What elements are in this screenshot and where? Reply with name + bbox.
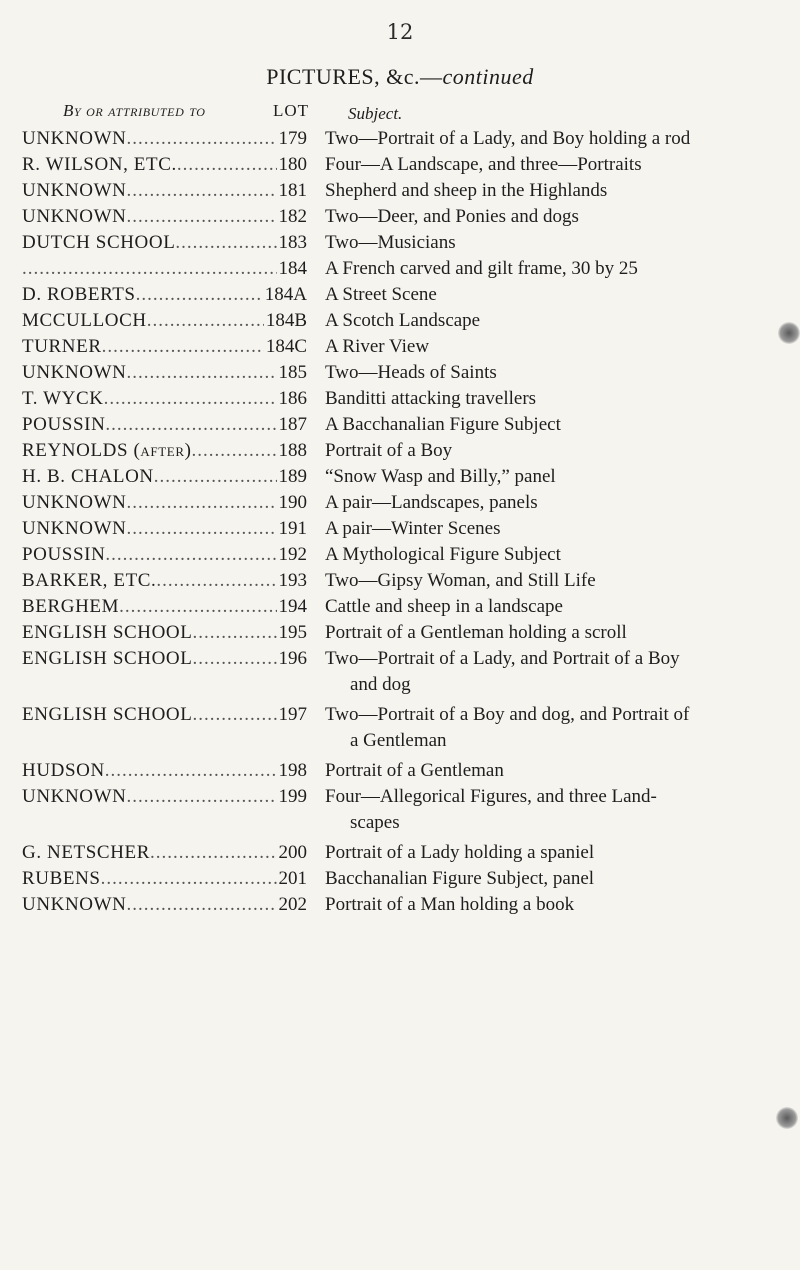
ink-spot-2	[776, 1107, 798, 1129]
artist-name: R. WILSON, ETC.	[22, 154, 177, 175]
subject-text-continued: a Gentleman	[350, 730, 447, 751]
lot-subject	[307, 178, 792, 204]
lot-row	[22, 438, 792, 464]
lot-number: 199	[278, 786, 307, 807]
heading-continued: continued	[442, 64, 534, 89]
leader-dots	[126, 178, 276, 204]
leader-dots	[192, 702, 276, 728]
lot-subject	[307, 784, 792, 836]
leader-dots	[101, 866, 277, 892]
lot-number: 187	[278, 414, 307, 435]
artist-name: UNKNOWN	[22, 492, 127, 513]
lot-row-left	[22, 386, 307, 412]
artist-name: UNKNOWN	[22, 180, 127, 201]
lot-row-left	[22, 360, 307, 386]
leader-dots	[105, 542, 276, 568]
subject-text: A pair—Landscapes, panels	[325, 492, 538, 513]
lot-row	[22, 308, 792, 334]
subject-text: A River View	[325, 336, 430, 357]
lot-row	[22, 412, 792, 438]
lot-number: 188	[278, 440, 307, 461]
lot-row	[22, 892, 792, 918]
lot-subject	[307, 386, 792, 412]
artist-name: UNKNOWN	[22, 894, 127, 915]
artist-name: T. WYCK	[22, 388, 104, 409]
lot-row-left	[22, 282, 307, 308]
page-number: 12	[386, 20, 414, 44]
lot-number: 190	[278, 492, 307, 513]
leader-dots	[126, 490, 276, 516]
lot-subject	[307, 464, 792, 490]
subject-text: A Bacchanalian Figure Subject	[325, 414, 561, 435]
artist-name: REYNOLDS (after)	[22, 440, 192, 461]
artist-name: BERGHEM	[22, 596, 120, 617]
lot-row	[22, 334, 792, 360]
leader-dots	[105, 758, 277, 784]
lot-row-left	[22, 594, 307, 620]
lot-row	[22, 568, 792, 594]
artist-name: RUBENS	[22, 868, 101, 889]
lot-row	[22, 152, 792, 178]
subject-text: Portrait of a Man holding a book	[325, 894, 575, 915]
lot-number: 182	[278, 206, 307, 227]
lot-subject	[307, 334, 792, 360]
lot-row	[22, 646, 792, 698]
lot-number: 183	[278, 232, 307, 253]
lot-number: 202	[278, 894, 307, 915]
leader-dots	[192, 620, 276, 646]
artist-name: D. ROBERTS	[22, 284, 136, 305]
lot-subject	[307, 204, 792, 230]
lot-subject	[307, 360, 792, 386]
lot-number: 194	[278, 596, 307, 617]
lot-row-left	[22, 840, 307, 866]
lot-row-left	[22, 892, 307, 918]
leader-dots	[126, 892, 276, 918]
subject-text: A French carved and gilt frame, 30 by 25	[325, 258, 638, 279]
subject-text: Two—Portrait of a Lady, and Boy holding a rod	[325, 128, 691, 149]
column-header-artist: By or attributed to	[63, 101, 206, 120]
lot-subject	[307, 516, 792, 542]
lot-row-left	[22, 542, 307, 568]
leader-dots	[22, 256, 277, 282]
artist-name: UNKNOWN	[22, 206, 127, 227]
lot-subject	[307, 412, 792, 438]
lot-number: 193	[278, 570, 307, 591]
lot-row	[22, 702, 792, 754]
artist-name: G. NETSCHER	[22, 842, 150, 863]
lot-row-left	[22, 204, 307, 230]
leader-dots	[104, 386, 277, 412]
lot-subject	[307, 702, 792, 754]
lot-number: 197	[278, 704, 307, 725]
subject-text: A Mythological Figure Subject	[325, 544, 561, 565]
lot-row	[22, 758, 792, 784]
subject-text-continued: scapes	[350, 812, 400, 833]
artist-name: BARKER, ETC.	[22, 570, 157, 591]
subject-text: Two—Portrait of a Lady, and Portrait of a Boy	[325, 648, 680, 669]
lot-row	[22, 256, 792, 282]
subject-text: A pair—Winter Scenes	[325, 518, 501, 539]
subject-text: Four—A Landscape, and three—Portraits	[325, 154, 642, 175]
lot-number: 186	[278, 388, 307, 409]
lot-row-left	[22, 702, 307, 728]
subject-text-continued: and dog	[350, 674, 411, 695]
leader-dots	[150, 840, 277, 866]
lot-number: 191	[278, 518, 307, 539]
artist-name: UNKNOWN	[22, 786, 127, 807]
subject-text: Two—Portrait of a Boy and dog, and Portrait of	[325, 704, 690, 725]
lot-row	[22, 840, 792, 866]
lot-subject	[307, 866, 792, 892]
lot-subject	[307, 892, 792, 918]
lot-row	[22, 360, 792, 386]
lot-row-left	[22, 620, 307, 646]
artist-name: HUDSON	[22, 760, 105, 781]
artist-name: ENGLISH SCHOOL	[22, 622, 193, 643]
lot-row-left	[22, 490, 307, 516]
lot-row	[22, 204, 792, 230]
lot-subject	[307, 646, 792, 698]
lot-number: 198	[278, 760, 307, 781]
subject-text: Banditti attacking travellers	[325, 388, 537, 409]
subject-text: Two—Gipsy Woman, and Still Life	[325, 570, 596, 591]
lot-row-left	[22, 784, 307, 810]
subject-text: Four—Allegorical Figures, and three Land-	[325, 786, 657, 807]
lot-row-left	[22, 256, 307, 282]
lot-number: 192	[278, 544, 307, 565]
artist-name: MCCULLOCH	[22, 310, 147, 331]
subject-text: Portrait of a Gentleman	[325, 760, 504, 781]
subject-text: Bacchanalian Figure Subject, panel	[325, 868, 595, 889]
leader-dots	[126, 126, 276, 152]
lot-row-left	[22, 230, 307, 256]
lot-row	[22, 784, 792, 836]
lot-row	[22, 594, 792, 620]
subject-text: Shepherd and sheep in the Highlands	[325, 180, 608, 201]
lot-number: 184B	[265, 310, 307, 331]
lot-subject	[307, 230, 792, 256]
subject-text: A Street Scene	[325, 284, 437, 305]
lot-subject	[307, 256, 792, 282]
subject-text: Portrait of a Lady holding a spaniel	[325, 842, 595, 863]
leader-dots	[102, 334, 264, 360]
artist-name: H. B. CHALON	[22, 466, 154, 487]
lot-subject	[307, 490, 792, 516]
leader-dots	[154, 464, 277, 490]
subject-text: A Scotch Landscape	[325, 310, 481, 331]
lot-number: 184A	[264, 284, 307, 305]
lot-row-left	[22, 516, 307, 542]
lot-row-left	[22, 568, 307, 594]
artist-name: UNKNOWN	[22, 518, 127, 539]
lot-row-left	[22, 646, 307, 672]
lot-subject	[307, 152, 792, 178]
lot-number: 180	[278, 154, 307, 175]
subject-text: Two—Deer, and Ponies and dogs	[325, 206, 579, 227]
subject-text: Cattle and sheep in a landscape	[325, 596, 563, 617]
lot-row-left	[22, 178, 307, 204]
artist-name: DUTCH SCHOOL	[22, 232, 176, 253]
lot-row-left	[22, 866, 307, 892]
lot-subject	[307, 126, 792, 152]
leader-dots	[119, 594, 276, 620]
page-heading	[0, 64, 800, 90]
lot-row	[22, 178, 792, 204]
lot-row-left	[22, 152, 307, 178]
leader-dots	[175, 230, 276, 256]
artist-name: POUSSIN	[22, 544, 106, 565]
lot-number: 179	[278, 128, 307, 149]
lot-list	[22, 126, 792, 918]
lot-subject	[307, 308, 792, 334]
lot-subject	[307, 594, 792, 620]
lot-row	[22, 542, 792, 568]
leader-dots	[126, 204, 276, 230]
lot-subject	[307, 542, 792, 568]
lot-number: 181	[278, 180, 307, 201]
leader-dots	[105, 412, 276, 438]
lot-number: 185	[278, 362, 307, 383]
lot-row-left	[22, 126, 307, 152]
artist-name: ENGLISH SCHOOL	[22, 648, 193, 669]
leader-dots	[147, 308, 264, 334]
artist-name: UNKNOWN	[22, 128, 127, 149]
lot-subject	[307, 568, 792, 594]
artist-name: POUSSIN	[22, 414, 106, 435]
lot-number: 189	[278, 466, 307, 487]
lot-row	[22, 282, 792, 308]
lot-number: 184C	[265, 336, 307, 357]
leader-dots	[192, 646, 276, 672]
lot-subject	[307, 282, 792, 308]
lot-subject	[307, 620, 792, 646]
heading-main: PICTURES, &c.—	[266, 64, 443, 89]
subject-text: Two—Musicians	[325, 232, 456, 253]
subject-text: Two—Heads of Saints	[325, 362, 497, 383]
subject-text: Portrait of a Gentleman holding a scroll	[325, 622, 627, 643]
leader-dots	[126, 516, 276, 542]
leader-dots	[126, 360, 276, 386]
column-header-lot: LOT	[273, 101, 310, 120]
lot-row-left	[22, 758, 307, 784]
subject-text: “Snow Wasp and Billy,” panel	[325, 466, 556, 487]
lot-row	[22, 464, 792, 490]
lot-row	[22, 386, 792, 412]
leader-dots	[156, 568, 276, 594]
lot-number: 195	[278, 622, 307, 643]
column-header-subject: Subject.	[348, 104, 403, 123]
lot-row	[22, 620, 792, 646]
lot-subject	[307, 840, 792, 866]
leader-dots	[126, 784, 276, 810]
artist-name: UNKNOWN	[22, 362, 127, 383]
lot-row-left	[22, 334, 307, 360]
lot-number: 196	[278, 648, 307, 669]
lot-row-left	[22, 412, 307, 438]
lot-number: 200	[278, 842, 307, 863]
artist-name: ENGLISH SCHOOL	[22, 704, 193, 725]
lot-row-left	[22, 438, 307, 464]
lot-row	[22, 126, 792, 152]
lot-row	[22, 516, 792, 542]
ink-spot-1	[778, 322, 800, 344]
lot-number: 201	[278, 868, 307, 889]
lot-row-left	[22, 308, 307, 334]
lot-row	[22, 230, 792, 256]
subject-text: Portrait of a Boy	[325, 440, 453, 461]
leader-dots	[192, 438, 277, 464]
leader-dots	[177, 152, 277, 178]
lot-row	[22, 866, 792, 892]
lot-subject	[307, 438, 792, 464]
artist-name: TURNER	[22, 336, 102, 357]
leader-dots	[136, 282, 263, 308]
lot-number: 184	[278, 258, 307, 279]
lot-subject	[307, 758, 792, 784]
lot-row	[22, 490, 792, 516]
lot-row-left	[22, 464, 307, 490]
